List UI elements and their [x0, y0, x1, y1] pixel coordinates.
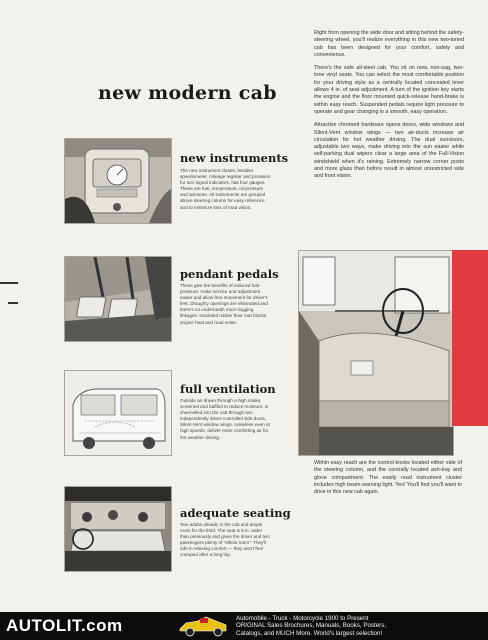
- car-icon: [176, 615, 230, 637]
- autolit-logo[interactable]: AUTOLIT.com: [6, 616, 123, 635]
- section-body: Two adults already in the cab and ample room for the third. The seat is 5 in. wider than previously and gives the driver and two passengers plenty of "elbow room". They'll ride in relaxing comfort — they won't feel cramped after a long trip.: [180, 522, 270, 558]
- right-column-text: [314, 30, 464, 187]
- instruments-photo: [64, 138, 172, 224]
- page-title: new modern cab: [98, 82, 277, 104]
- section-title: new instruments: [180, 151, 289, 165]
- footer-banner: [0, 612, 488, 640]
- section-body: These give the benefits of reduced foot pressure, make service and adjustment easier and allow free movement for driver's feet. Draughty openings are eliminated and there's no underneath mud-clogging linkages. Insulated rubber floor mat blocks engine heat and road noise.: [180, 283, 268, 325]
- page-tab-mark: [0, 282, 18, 284]
- paragraph: There's the safe all-steel cab. You sit on new, non-sag, two-tone vinyl seats. You can select the most comfortable position for your driving style as a centrally located concealed lever allows 4 in. of seat adjustment. A turn of the ignition key starts the engine and the floor mounted quick-release hand-brake is within easy reach. Suspended pedals require light pressure to operate and gear changing is a smooth, easy operation.: [314, 65, 464, 115]
- section-body: Outside air drawn through a high intake, screened and baffled to reduce moisture, is channelled into the cab through two independently driver-controlled side ducts. Silent-Vent window wings, noiseless even at high speeds, deliver more comforting air for hot weather driving.: [180, 398, 270, 440]
- section-title: full ventilation: [180, 382, 276, 396]
- tagline-line: Catalogs, and MUCH More. World's largest selection!: [236, 629, 383, 637]
- tagline-line: Automobile - Truck - Motorcycle 1900 to Present: [236, 615, 369, 622]
- footer-tagline: [236, 615, 486, 637]
- paragraph: Right from opening the wide door and sitting behind the safety-steering wheel, you'll realize everything in this new two-toned cab has been designed for your comfort, safety and convenience.: [314, 30, 464, 58]
- pedals-photo: [64, 256, 172, 342]
- tagline-line: ORIGINAL Sales Brochures, Manuals, Books, Posters,: [236, 622, 387, 630]
- section-title: pendant pedals: [180, 267, 279, 281]
- section-title: adequate seating: [180, 506, 291, 520]
- right-column-bottom-text: Within easy reach are the control knobs located either side of the steering column, and the centrally located ash-tray and glove compartment. The easily read instrument cluster includes high beam warning light. Yes! You'll find you'll want to drive in this new cab again.: [314, 460, 463, 496]
- seating-photo: [64, 486, 172, 572]
- page-tab-mark: [8, 302, 18, 304]
- cab-interior-photo: [298, 250, 454, 456]
- section-body: The new instrument cluster, besides speedometer, mileage register and provision for turn signal indicators, has four gauges. These are fuel, temperature, oil-pressure and ammeter. All instruments are grouped above steering column for easy reference and to minimize loss of road vision.: [180, 168, 271, 210]
- ventilation-photo: [64, 370, 172, 456]
- paragraph: Attractive chromed hardware opens doors, wide windows and Silent-Vent window wings — two air-ducts increase air circulation for hot weather driving. The dual sunvisors, adjustable two ways, make driving into the sun easier while self-parking dual wipers clear a large area of the Full-Vision windshield when it's raining. Extremely narrow corner posts and more glass than before result in almost unrestricted side and front vision.: [314, 122, 464, 180]
- accent-red-strip: [452, 250, 488, 426]
